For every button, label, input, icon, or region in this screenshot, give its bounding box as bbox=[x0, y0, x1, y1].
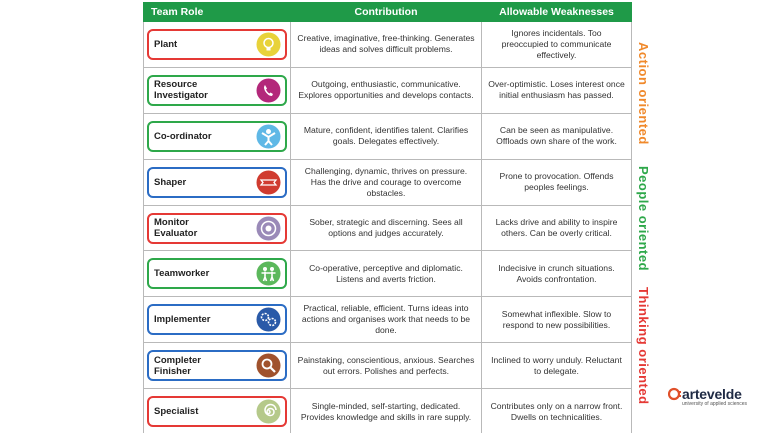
side-label-thinking-oriented: Thinking oriented bbox=[636, 287, 651, 405]
table-row-teamworker bbox=[144, 251, 632, 297]
header-team-role: Team Role bbox=[144, 3, 291, 22]
contribution-cell: Single-minded, self-starting, dedicated. Provides knowledge and skills in rare supply. bbox=[291, 389, 482, 433]
weakness-cell: Indecisive in crunch situations. Avoids confrontation. bbox=[482, 251, 632, 297]
table-row-monitor-evaluator bbox=[144, 205, 632, 251]
contribution-cell: Mature, confident, identifies talent. Clarifies goals. Delegates effectively. bbox=[291, 113, 482, 159]
contribution-cell: Practical, reliable, efficient. Turns ideas into actions and organises work that needs to be done. bbox=[291, 297, 482, 343]
artevelde-logo bbox=[668, 386, 763, 407]
table-header-row bbox=[144, 3, 632, 22]
telephone-icon bbox=[256, 78, 281, 103]
contribution-cell: Co-operative, perceptive and diplomatic. Listens and averts friction. bbox=[291, 251, 482, 297]
weakness-cell: Lacks drive and ability to inspire others. Can be overly critical. bbox=[482, 205, 632, 251]
role-cell bbox=[144, 389, 291, 433]
contribution-cell: Creative, imaginative, free-thinking. Generates ideas and solves difficult problems. bbox=[291, 22, 482, 68]
role-cell bbox=[144, 159, 291, 205]
role-box-shaper bbox=[147, 167, 287, 198]
table-row-co-ordinator bbox=[144, 113, 632, 159]
weakness-cell: Over-optimistic. Loses interest once initial enthusiasm has passed. bbox=[482, 67, 632, 113]
role-cell bbox=[144, 297, 291, 343]
table-row-specialist bbox=[144, 389, 632, 433]
lightbulb-icon bbox=[256, 32, 281, 57]
spiral-icon bbox=[256, 399, 281, 424]
role-box-implementer bbox=[147, 304, 287, 335]
table-body bbox=[144, 22, 632, 433]
contribution-cell: Challenging, dynamic, thrives on pressure. Has the drive and courage to overcome obstacles. bbox=[291, 159, 482, 205]
role-cell bbox=[144, 22, 291, 68]
role-box-plant bbox=[147, 29, 287, 60]
role-name: Implementer bbox=[154, 314, 211, 326]
table-row-shaper bbox=[144, 159, 632, 205]
role-box-teamworker bbox=[147, 258, 287, 289]
role-name: Plant bbox=[154, 38, 178, 50]
belbin-team-roles-table bbox=[143, 2, 632, 433]
logo-text: artevelde bbox=[682, 386, 742, 402]
role-name: Monitor Evaluator bbox=[154, 217, 198, 239]
role-name: Co-ordinator bbox=[154, 130, 212, 142]
role-name: Teamworker bbox=[154, 268, 210, 280]
weakness-cell: Prone to provocation. Offends peoples feelings. bbox=[482, 159, 632, 205]
weakness-cell: Somewhat inflexible. Slow to respond to new possibilities. bbox=[482, 297, 632, 343]
person-icon bbox=[256, 124, 281, 149]
header-contribution: Contribution bbox=[291, 3, 482, 22]
table-row-completer-finisher bbox=[144, 343, 632, 389]
logo-subtitle: university of applied sciences bbox=[682, 401, 748, 407]
role-box-co-ordinator bbox=[147, 121, 287, 152]
table-row-implementer bbox=[144, 297, 632, 343]
role-cell bbox=[144, 113, 291, 159]
gears-icon bbox=[256, 307, 281, 332]
role-name: Resource Investigator bbox=[154, 79, 208, 102]
contribution-cell: Painstaking, conscientious, anxious. Searches out errors. Polishes and perfects. bbox=[291, 343, 482, 389]
role-cell bbox=[144, 205, 291, 251]
role-cell bbox=[144, 67, 291, 113]
side-label-action-oriented: Action oriented bbox=[636, 42, 651, 145]
logo-mark-icon bbox=[668, 387, 682, 401]
table-row-plant bbox=[144, 22, 632, 68]
weakness-cell: Contributes only on a narrow front. Dwells on technicalities. bbox=[482, 389, 632, 433]
ribbon-icon bbox=[256, 170, 281, 195]
contribution-cell: Outgoing, enthusiastic, communicative. Explores opportunities and develops contacts. bbox=[291, 67, 482, 113]
header-allowable-weaknesses: Allowable Weaknesses bbox=[482, 3, 632, 22]
role-box-monitor-evaluator bbox=[147, 213, 287, 244]
table-row-resource-investigator bbox=[144, 67, 632, 113]
people-icon bbox=[256, 261, 281, 286]
weakness-cell: Ignores incidentals. Too preoccupied to communicate effectively. bbox=[482, 22, 632, 68]
role-name: Completer Finisher bbox=[154, 354, 201, 377]
role-box-resource-investigator bbox=[147, 75, 287, 106]
role-cell bbox=[144, 251, 291, 297]
weakness-cell: Can be seen as manipulative. Offloads own share of the work. bbox=[482, 113, 632, 159]
role-name: Shaper bbox=[154, 176, 187, 188]
weakness-cell: Inclined to worry unduly. Reluctant to delegate. bbox=[482, 343, 632, 389]
role-cell bbox=[144, 343, 291, 389]
eye-icon bbox=[256, 216, 281, 241]
contribution-cell: Sober, strategic and discerning. Sees all options and judges accurately. bbox=[291, 205, 482, 251]
role-name: Specialist bbox=[154, 406, 199, 418]
side-label-people-oriented: People oriented bbox=[636, 166, 651, 272]
role-box-completer-finisher bbox=[147, 350, 287, 381]
magnifier-icon bbox=[256, 353, 281, 378]
role-box-specialist bbox=[147, 396, 287, 427]
